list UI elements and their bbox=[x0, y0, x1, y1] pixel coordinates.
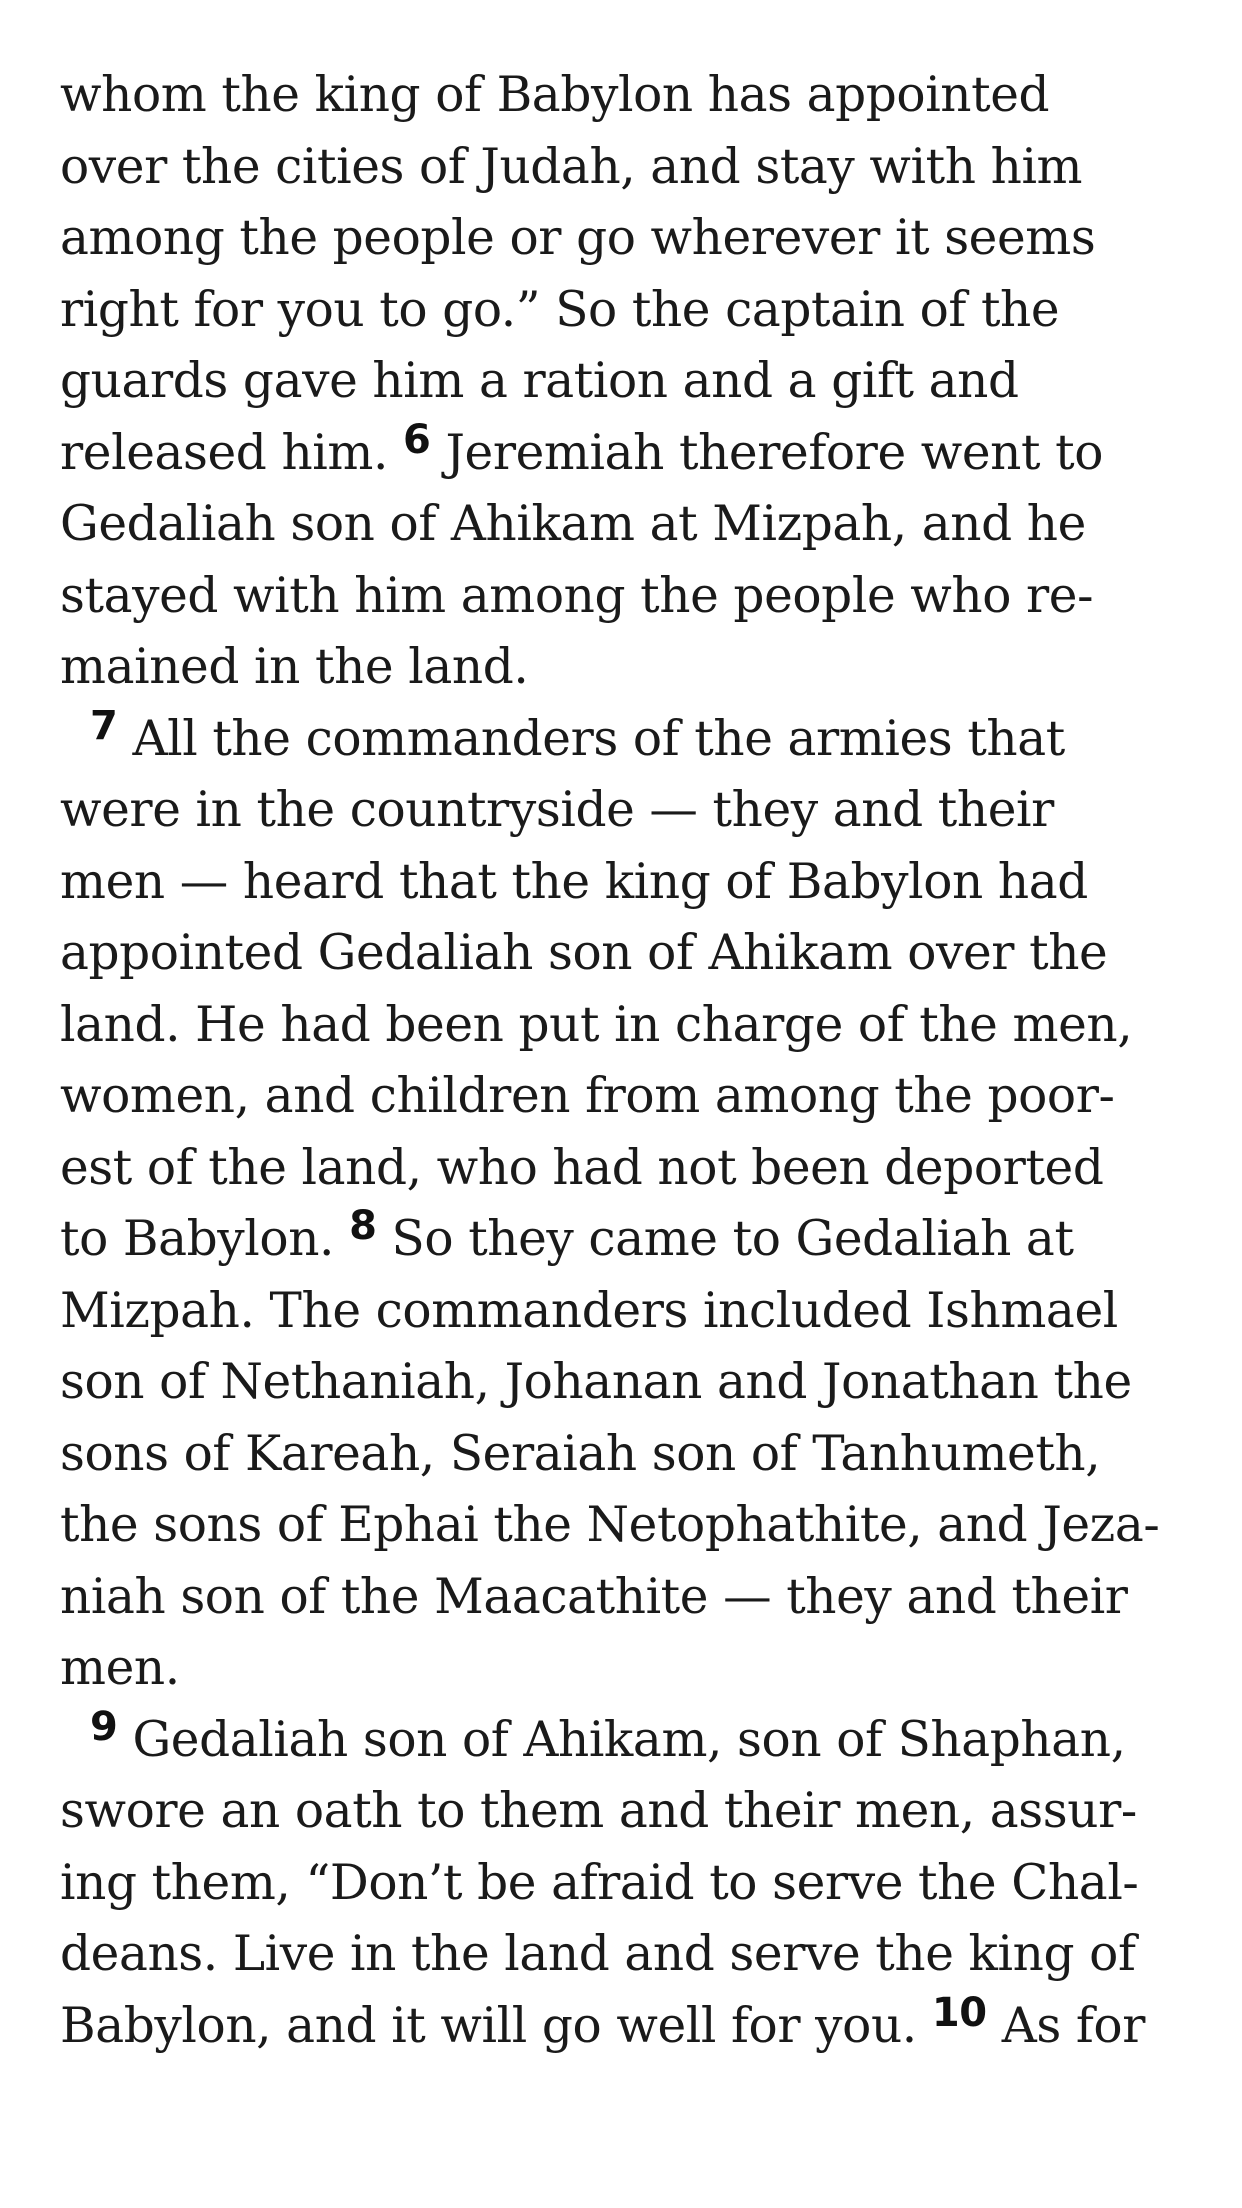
text-line: were in the countryside — they and their bbox=[60, 782, 1054, 838]
text-line: Mizpah. The commanders included Ishmael bbox=[60, 1282, 1118, 1339]
text-line: the sons of Ephai the Netophathite, and Jeza- bbox=[60, 1497, 1160, 1553]
text-line: men — heard that the king of Babylon had bbox=[60, 853, 1088, 910]
text-line: land. He had been put in charge of the men, bbox=[60, 996, 1133, 1053]
text-line: deans. Live in the land and serve the king of bbox=[60, 1926, 1136, 1982]
paragraph-start: $^9$ Gedaliah son of Ahikam, son of Shaphan, bbox=[90, 1703, 1126, 1768]
text-line: Babylon, and it will go well for you. $^{10}$ As for bbox=[60, 1989, 1145, 2054]
text-line: over the cities of Judah, and stay with him bbox=[60, 138, 1083, 195]
verse-number-8: 8 bbox=[349, 1203, 377, 1249]
text-line: ing them, “Don’t be afraid to serve the Chal- bbox=[60, 1854, 1139, 1911]
text-line: mained in the land. bbox=[60, 639, 529, 695]
text-line: stayed with him among the people who re- bbox=[60, 567, 1094, 624]
verse-number-9: 9 bbox=[90, 1703, 118, 1750]
verse-number-7: 7 bbox=[90, 702, 118, 749]
verse-number-10: 10 bbox=[931, 1989, 987, 2036]
text-line: women, and children from among the poor- bbox=[60, 1068, 1115, 1124]
text-line: released him. $^6$ Jeremiah therefore went to bbox=[60, 416, 1104, 481]
text-line: son of Nethaniah, Johanan and Jonathan the bbox=[60, 1354, 1132, 1410]
text-line: sons of Kareah, Seraiah son of Tanhumeth, bbox=[60, 1425, 1101, 1482]
text-line: among the people or go wherever it seems bbox=[60, 210, 1096, 266]
verse-number-6: 6 bbox=[403, 416, 431, 463]
text-line: men. bbox=[60, 1640, 180, 1696]
text-line: right for you to go.” So the captain of the bbox=[60, 281, 1060, 338]
text-line: whom the king of Babylon has appointed bbox=[60, 67, 1050, 123]
text-line: Gedaliah son of Ahikam at Mizpah, and he bbox=[60, 496, 1086, 552]
text-line: est of the land, who had not been deported bbox=[60, 1139, 1104, 1196]
paragraph-start: $^7$ All the commanders of the armies that bbox=[90, 702, 1065, 767]
text-line: guards gave him a ration and a gift and bbox=[60, 353, 1019, 409]
text-line: niah son of the Maacathite — they and their bbox=[60, 1568, 1128, 1625]
reader-page bbox=[60, 60, 1190, 2062]
text-line: appointed Gedaliah son of Ahikam over the bbox=[60, 925, 1108, 981]
text-line: to Babylon. $^8$ So they came to Gedaliah at bbox=[60, 1203, 1074, 1267]
text-line: swore an oath to them and their men, assur- bbox=[60, 1783, 1137, 1839]
